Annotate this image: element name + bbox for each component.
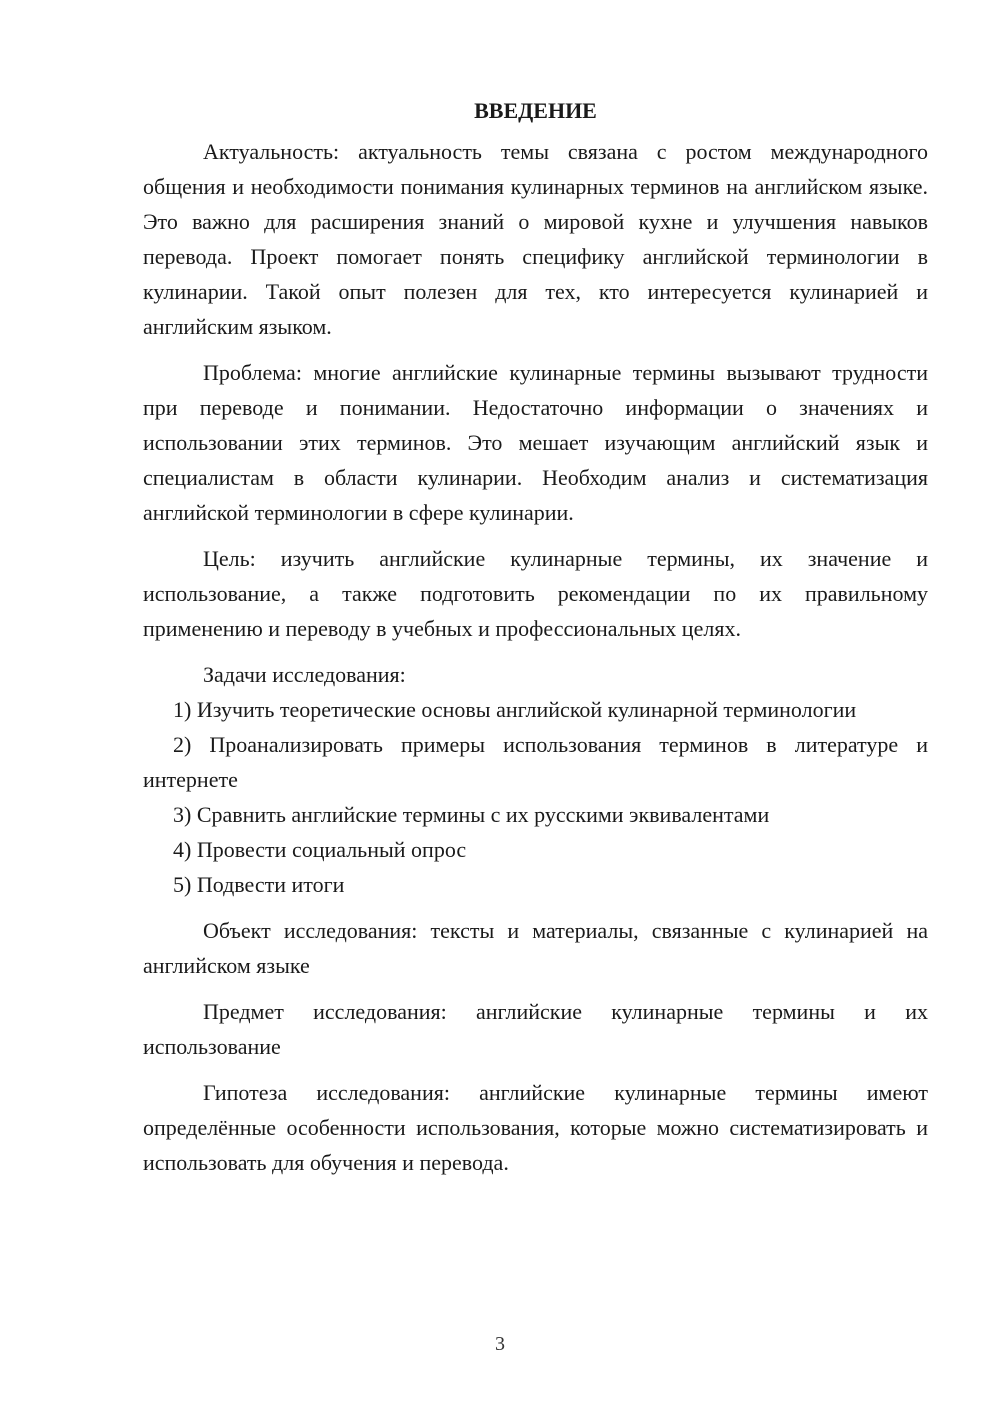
task-item-4: 4) Провести социальный опрос: [173, 837, 467, 862]
hypothesis-paragraph: Гипотеза исследования: английские кулинарные термины имеют определённые особенности использования, которые можно систематизировать и использовать для обучения и перевода.: [143, 1080, 928, 1175]
page-number: 3: [495, 1333, 505, 1355]
problem-paragraph: Проблема: многие английские кулинарные термины вызывают трудности при переводе и понимании. Недостаточно информации о значениях и использовании этих терминов. Это мешает изучающим английский язык и специалистам в области кулинарии. Необходим анализ и систематизация английской терминологии в сфере кулинарии.: [143, 360, 928, 525]
object-paragraph: Объект исследования: тексты и материалы, связанные с кулинарией на английском языке: [143, 918, 928, 978]
task-item-2: 2) Проанализировать примеры использования терминов в литературе и интернете: [143, 732, 928, 792]
tasks-heading: Задачи исследования:: [203, 662, 406, 687]
goal-paragraph: Цель: изучить английские кулинарные термины, их значение и использование, а также подготовить рекомендации по их правильному применению и переводу в учебных и профессиональных целях.: [143, 546, 928, 641]
actuality-paragraph: Актуальность: актуальность темы связана с ростом международного общения и необходимости понимания кулинарных терминов на английском языке. Это важно для расширения знаний о мировой кухне и улучшения навыков перевода. Проект помогает понять специфику английской терминологии в кулинарии. Такой опыт полезен для тех, кто интересуется кулинарией и английским языком.: [143, 139, 928, 339]
subject-paragraph: Предмет исследования: английские кулинарные термины и их использование: [143, 999, 928, 1059]
task-item-5: 5) Подвести итоги: [173, 872, 345, 897]
task-item-1: 1) Изучить теоретические основы английской кулинарной терминологии: [173, 697, 857, 722]
task-item-3: 3) Сравнить английские термины с их русскими эквивалентами: [173, 802, 770, 827]
section-title: ВВЕДЕНИЕ: [474, 98, 597, 123]
document-page: [143, 93, 928, 1180]
